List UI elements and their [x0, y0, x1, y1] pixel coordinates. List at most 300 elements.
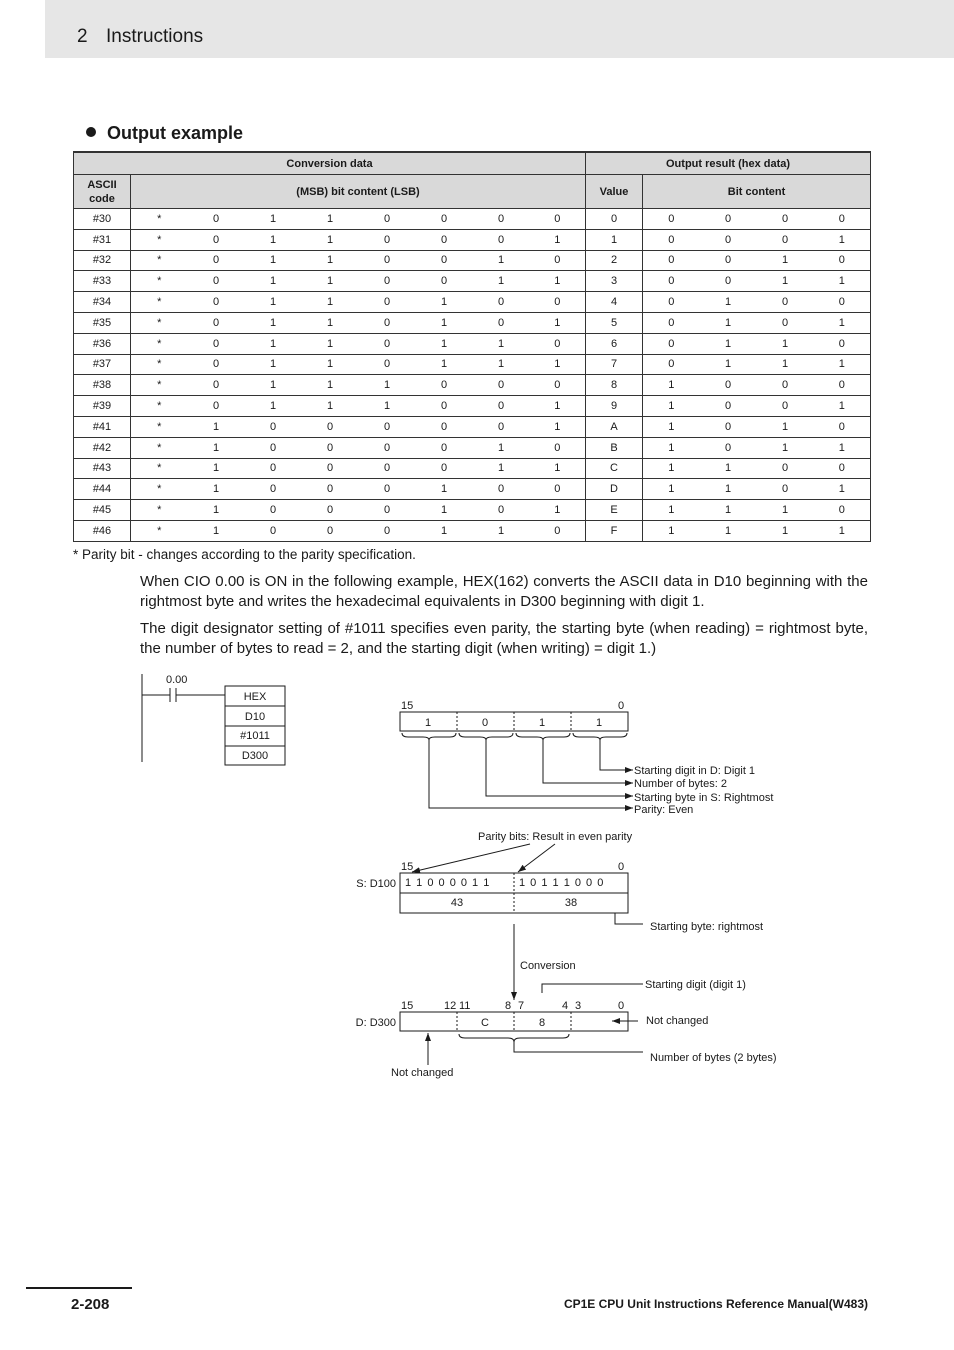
bit-cell: 0 [416, 271, 473, 292]
brace-digit-0 [573, 733, 627, 740]
bit-cell: 1 [245, 375, 302, 396]
output-bit-cell: 1 [814, 437, 871, 458]
bit-cell: 0 [359, 458, 416, 479]
bit-cell: 0 [245, 437, 302, 458]
parity-cell: * [131, 229, 188, 250]
table-row [74, 458, 871, 479]
output-bit-cell: 1 [757, 500, 814, 521]
output-bit-cell: 1 [814, 312, 871, 333]
output-bit-cell: 1 [700, 312, 757, 333]
bit-cell: 0 [359, 250, 416, 271]
output-bit-cell: 0 [643, 312, 700, 333]
output-bit-cell: 0 [643, 209, 700, 230]
leader-number-of-bytes-dest [514, 1042, 643, 1052]
bit-content-msb-lsb-header: (MSB) bit content (LSB) [131, 175, 586, 209]
dest-digit-2: C [481, 1017, 489, 1029]
operand-source: D10 [244, 711, 266, 723]
bit-cell: 0 [302, 500, 359, 521]
brace-digit-1 [516, 733, 570, 740]
bit-cell: 1 [473, 333, 530, 354]
output-bit-cell: 0 [757, 458, 814, 479]
bit-cell: 1 [302, 229, 359, 250]
output-bit-cell: 1 [643, 500, 700, 521]
hex-value-cell: 5 [586, 312, 643, 333]
output-bit-cell: 1 [757, 437, 814, 458]
source-bit-15: 15 [401, 861, 414, 873]
output-bit-cell: 0 [814, 209, 871, 230]
output-bit-cell: 1 [814, 271, 871, 292]
hex-value-cell: 7 [586, 354, 643, 375]
bit-cell: 0 [188, 229, 245, 250]
bit-cell: 1 [530, 312, 586, 333]
table-row [74, 416, 871, 437]
output-bit-cell: 0 [643, 354, 700, 375]
bit-cell: 1 [302, 354, 359, 375]
output-bit-cell: 1 [757, 250, 814, 271]
bullet-icon [86, 127, 96, 137]
table-row [74, 312, 871, 333]
output-bit-cell: 1 [643, 396, 700, 417]
hex-value-cell: E [586, 500, 643, 521]
bit-cell: 0 [188, 396, 245, 417]
table-row [74, 479, 871, 500]
output-bit-cell: 0 [814, 250, 871, 271]
section-title [86, 123, 243, 144]
brace-digit-2 [459, 733, 513, 740]
source-low-byte-value: 38 [564, 897, 578, 909]
bit-cell: 1 [416, 520, 473, 541]
output-bit-cell: 0 [700, 437, 757, 458]
hex-example-diagram [0, 660, 954, 1090]
bit-cell: 0 [473, 209, 530, 230]
bit-cell: 0 [359, 479, 416, 500]
paragraph-1: When CIO 0.00 is ON in the following example, HEX(162) converts the ASCII data in D10 beginning with the rightmost byte and writes the hexadecimal equivalents in D300 beginning with digit 1. [140, 573, 868, 610]
bit-cell: 0 [188, 250, 245, 271]
chapter-number: 2 [77, 26, 88, 47]
conversion-table-body [74, 209, 871, 542]
footer-rule [26, 1287, 132, 1289]
parity-cell: * [131, 209, 188, 230]
bit-cell: 0 [188, 333, 245, 354]
table-row [74, 250, 871, 271]
output-bit-cell: 0 [643, 271, 700, 292]
operand-designator: #1011 [240, 730, 270, 742]
parity-cell: * [131, 479, 188, 500]
bit-cell: 1 [302, 209, 359, 230]
output-bit-cell: 1 [643, 437, 700, 458]
output-bit-cell: 1 [643, 458, 700, 479]
bit-cell: 1 [530, 229, 586, 250]
starting-byte-rightmost-label: Starting byte: rightmost [650, 921, 764, 933]
designator-digit-3: 1 [424, 717, 432, 729]
bit-cell: 0 [416, 229, 473, 250]
output-bit-cell: 0 [700, 250, 757, 271]
output-bit-cell: 0 [757, 292, 814, 313]
ascii-code-cell: #31 [74, 229, 131, 250]
bit-cell: 0 [359, 229, 416, 250]
bit-cell: 0 [302, 437, 359, 458]
contact-address: 0.00 [166, 674, 188, 686]
output-bit-cell: 0 [757, 396, 814, 417]
bit-cell: 0 [416, 437, 473, 458]
source-high-byte-bits: 1 1 0 0 0 0 1 1 [405, 877, 491, 889]
bit-cell: 0 [473, 375, 530, 396]
output-bit-cell: 1 [700, 500, 757, 521]
hex-value-cell: B [586, 437, 643, 458]
bit-cell: 0 [530, 333, 586, 354]
output-bit-cell: 0 [814, 500, 871, 521]
bit-cell: 0 [530, 375, 586, 396]
dest-bit-7: 7 [518, 1000, 525, 1012]
bit-cell: 1 [188, 500, 245, 521]
designator-digit-1: 1 [538, 717, 546, 729]
bit-cell: 1 [530, 458, 586, 479]
conversion-data-header: Conversion data [74, 152, 586, 175]
source-word-name: S: D100 [356, 878, 396, 890]
starting-digit-label: Starting digit (digit 1) [645, 979, 746, 991]
hex-value-cell: 2 [586, 250, 643, 271]
leader-starting-byte [486, 740, 633, 796]
ascii-code-cell: #36 [74, 333, 131, 354]
output-bit-cell: 1 [814, 479, 871, 500]
leader-starting-digit [600, 740, 633, 770]
bit-cell: 1 [302, 292, 359, 313]
output-bit-cell: 1 [700, 292, 757, 313]
hex-value-cell: F [586, 520, 643, 541]
table-row [74, 354, 871, 375]
bit-cell: 1 [473, 520, 530, 541]
hex-value-cell: 8 [586, 375, 643, 396]
output-bit-cell: 0 [700, 396, 757, 417]
parity-cell: * [131, 437, 188, 458]
parity-cell: * [131, 292, 188, 313]
bit-cell: 1 [302, 250, 359, 271]
parity-cell: * [131, 271, 188, 292]
bit-cell: 1 [245, 250, 302, 271]
bit-cell: 1 [188, 416, 245, 437]
leader-starting-byte-rightmost [615, 913, 643, 924]
output-bit-cell: 0 [700, 375, 757, 396]
bit-cell: 0 [188, 375, 245, 396]
bit-cell: 0 [530, 250, 586, 271]
ladder-rung [142, 674, 285, 765]
parity-bits-label: Parity bits: Result in even parity [478, 831, 633, 843]
bit-cell: 0 [416, 396, 473, 417]
bit-cell: 0 [302, 479, 359, 500]
label-number-of-bytes: Number of bytes: 2 [634, 778, 727, 790]
output-bit-cell: 1 [814, 396, 871, 417]
destination-word [356, 979, 777, 1079]
table-row [74, 437, 871, 458]
parity-cell: * [131, 500, 188, 521]
output-bit-cell: 0 [757, 209, 814, 230]
output-bit-cell: 0 [757, 375, 814, 396]
operand-destination: D300 [241, 750, 269, 762]
output-bit-cell: 0 [643, 229, 700, 250]
bit-cell: 0 [359, 437, 416, 458]
output-bit-cell: 0 [700, 229, 757, 250]
bit-cell: 1 [530, 500, 586, 521]
bit-cell: 1 [188, 479, 245, 500]
bit-cell: 1 [245, 396, 302, 417]
parity-arrow-left [412, 844, 530, 872]
output-bit-cell: 0 [814, 292, 871, 313]
hex-value-cell: A [586, 416, 643, 437]
parity-cell: * [131, 458, 188, 479]
bit-cell: 0 [245, 458, 302, 479]
bit-cell: 1 [416, 500, 473, 521]
ascii-code-cell: #37 [74, 354, 131, 375]
table-row [74, 333, 871, 354]
bit-cell: 1 [530, 396, 586, 417]
output-bit-cell: 1 [643, 479, 700, 500]
bit-cell: 1 [245, 229, 302, 250]
bit-cell: 0 [530, 209, 586, 230]
dest-bit-4: 4 [562, 1000, 569, 1012]
bit-cell: 0 [359, 520, 416, 541]
label-parity: Parity: Even [634, 804, 694, 816]
table-row [74, 375, 871, 396]
output-bit-cell: 0 [643, 292, 700, 313]
dest-bit-0: 0 [618, 1000, 625, 1012]
parity-cell: * [131, 333, 188, 354]
output-bit-cell: 1 [700, 520, 757, 541]
output-bit-cell: 1 [814, 520, 871, 541]
output-bit-cell: 0 [814, 375, 871, 396]
bit-cell: 0 [302, 416, 359, 437]
bit-cell: 0 [245, 416, 302, 437]
ascii-code-cell: #44 [74, 479, 131, 500]
output-bit-cell: 1 [757, 416, 814, 437]
bit-content-header: Bit content [643, 175, 871, 209]
bit-cell: 1 [416, 312, 473, 333]
ascii-code-cell: #33 [74, 271, 131, 292]
not-changed-left-label: Not changed [391, 1067, 454, 1079]
bit-cell: 0 [359, 292, 416, 313]
bit-cell: 1 [245, 209, 302, 230]
hex-value-cell: 6 [586, 333, 643, 354]
dest-digit-1: 8 [538, 1017, 546, 1029]
bit-cell: 0 [530, 437, 586, 458]
output-bit-cell: 0 [643, 250, 700, 271]
bit-cell: 0 [359, 354, 416, 375]
output-bit-cell: 0 [814, 416, 871, 437]
ascii-code-header: ASCII code [74, 175, 131, 209]
bit-cell: 0 [359, 312, 416, 333]
output-result-header: Output result (hex data) [586, 152, 871, 175]
ascii-code-cell: #34 [74, 292, 131, 313]
brace-number-of-bytes [459, 1034, 569, 1042]
parity-cell: * [131, 250, 188, 271]
output-bit-cell: 1 [700, 354, 757, 375]
bit-cell: 0 [188, 209, 245, 230]
bit-cell: 1 [245, 333, 302, 354]
bit-cell: 0 [302, 458, 359, 479]
output-bit-cell: 0 [700, 209, 757, 230]
table-row [74, 271, 871, 292]
ascii-code-cell: #38 [74, 375, 131, 396]
conversion-table [73, 151, 871, 542]
bit-cell: 1 [245, 354, 302, 375]
bit-cell: 1 [245, 292, 302, 313]
hex-value-cell: 1 [586, 229, 643, 250]
bit-cell: 0 [245, 479, 302, 500]
hex-value-cell: 0 [586, 209, 643, 230]
ascii-code-cell: #39 [74, 396, 131, 417]
bit-cell: 0 [530, 520, 586, 541]
bit-cell: 1 [416, 479, 473, 500]
not-changed-right-label: Not changed [646, 1015, 709, 1027]
chapter-title: Instructions [106, 26, 204, 47]
bit-cell: 0 [188, 292, 245, 313]
output-bit-cell: 1 [814, 354, 871, 375]
parity-cell: * [131, 312, 188, 333]
ascii-code-cell: #42 [74, 437, 131, 458]
bit-cell: 0 [473, 500, 530, 521]
source-high-byte-value: 43 [450, 897, 464, 909]
bit-cell: 1 [302, 312, 359, 333]
hex-value-cell: 4 [586, 292, 643, 313]
manual-title: CP1E CPU Unit Instructions Reference Manual(W483) [563, 1297, 868, 1311]
table-row [74, 229, 871, 250]
ascii-code-cell: #41 [74, 416, 131, 437]
bit-cell: 1 [473, 250, 530, 271]
bit-cell: 1 [302, 375, 359, 396]
leader-number-of-bytes [543, 740, 633, 783]
bit-cell: 0 [359, 500, 416, 521]
output-bit-cell: 0 [814, 333, 871, 354]
parity-cell: * [131, 416, 188, 437]
parity-cell: * [131, 354, 188, 375]
designator-bit-15: 15 [401, 700, 414, 712]
bit-cell: 0 [245, 500, 302, 521]
bit-cell: 1 [359, 375, 416, 396]
bit-cell: 1 [302, 333, 359, 354]
bit-cell: 1 [245, 271, 302, 292]
bit-cell: 1 [473, 437, 530, 458]
bit-cell: 0 [188, 354, 245, 375]
source-word [356, 831, 763, 1000]
bit-cell: 0 [416, 416, 473, 437]
bit-cell: 0 [416, 250, 473, 271]
source-bit-0: 0 [618, 861, 625, 873]
bit-cell: 1 [302, 396, 359, 417]
page-number: 2-208 [71, 1296, 110, 1313]
dest-bit-11: 11 [459, 1000, 471, 1012]
bit-cell: 0 [359, 209, 416, 230]
bit-cell: 0 [530, 479, 586, 500]
bit-cell: 0 [473, 479, 530, 500]
parity-cell: * [131, 375, 188, 396]
table-row [74, 209, 871, 230]
bit-cell: 0 [359, 271, 416, 292]
output-bit-cell: 1 [700, 333, 757, 354]
output-bit-cell: 0 [757, 479, 814, 500]
bit-cell: 1 [416, 333, 473, 354]
output-bit-cell: 1 [757, 520, 814, 541]
output-bit-cell: 1 [700, 479, 757, 500]
output-bit-cell: 1 [643, 416, 700, 437]
label-starting-digit: Starting digit in D: Digit 1 [634, 765, 756, 777]
brace-digit-3 [402, 733, 456, 740]
bit-cell: 1 [473, 271, 530, 292]
bit-cell: 1 [530, 354, 586, 375]
ascii-code-cell: #46 [74, 520, 131, 541]
bit-cell: 1 [188, 458, 245, 479]
hex-value-cell: D [586, 479, 643, 500]
bit-cell: 0 [416, 458, 473, 479]
hex-value-cell: 3 [586, 271, 643, 292]
digit-designator [400, 700, 773, 816]
label-starting-byte: Starting byte in S: Rightmost [634, 792, 774, 804]
output-bit-cell: 1 [757, 354, 814, 375]
table-row [74, 396, 871, 417]
bit-cell: 0 [473, 396, 530, 417]
output-bit-cell: 0 [814, 458, 871, 479]
ascii-code-cell: #30 [74, 209, 131, 230]
designator-bit-0: 0 [618, 700, 625, 712]
leader-parity [429, 740, 633, 808]
dest-bit-15: 15 [401, 1000, 414, 1012]
bit-cell: 0 [473, 312, 530, 333]
bit-cell: 1 [245, 312, 302, 333]
bit-cell: 0 [416, 375, 473, 396]
output-bit-cell: 1 [643, 375, 700, 396]
bit-cell: 0 [302, 520, 359, 541]
bit-cell: 1 [530, 271, 586, 292]
number-of-bytes-label: Number of bytes (2 bytes) [650, 1052, 777, 1064]
ascii-code-cell: #35 [74, 312, 131, 333]
instruction-mnemonic: HEX [243, 691, 267, 703]
parity-arrow-right [518, 844, 555, 872]
table-row [74, 292, 871, 313]
output-bit-cell: 0 [757, 229, 814, 250]
output-bit-cell: 1 [757, 333, 814, 354]
ascii-code-cell: #45 [74, 500, 131, 521]
output-bit-cell: 0 [700, 416, 757, 437]
output-bit-cell: 1 [700, 458, 757, 479]
table-row [74, 520, 871, 541]
ascii-code-cell: #43 [74, 458, 131, 479]
bit-cell: 1 [416, 354, 473, 375]
output-bit-cell: 0 [643, 333, 700, 354]
bit-cell: 0 [245, 520, 302, 541]
bit-cell: 0 [359, 416, 416, 437]
parity-cell: * [131, 396, 188, 417]
hex-value-cell: 9 [586, 396, 643, 417]
bit-cell: 1 [530, 416, 586, 437]
source-low-byte-bits: 1 0 1 1 1 0 0 0 [519, 877, 605, 889]
bit-cell: 0 [188, 312, 245, 333]
bit-cell: 1 [188, 520, 245, 541]
paragraph-2: The digit designator setting of #1011 specifies even parity, the starting byte (when reading) = rightmost byte, the number of bytes to read = 2, and the starting digit (when writing) = digit 1.) [140, 620, 868, 657]
output-bit-cell: 0 [757, 312, 814, 333]
bit-cell: 1 [416, 292, 473, 313]
value-header: Value [586, 175, 643, 209]
bit-cell: 0 [188, 271, 245, 292]
bit-cell: 1 [473, 458, 530, 479]
bit-cell: 0 [473, 416, 530, 437]
designator-digit-2: 0 [481, 717, 489, 729]
designator-digit-0: 1 [595, 717, 603, 729]
bit-cell: 1 [302, 271, 359, 292]
bit-cell: 0 [530, 292, 586, 313]
ascii-code-cell: #32 [74, 250, 131, 271]
table-row [74, 500, 871, 521]
bit-cell: 0 [473, 229, 530, 250]
output-bit-cell: 1 [814, 229, 871, 250]
bit-cell: 0 [416, 209, 473, 230]
